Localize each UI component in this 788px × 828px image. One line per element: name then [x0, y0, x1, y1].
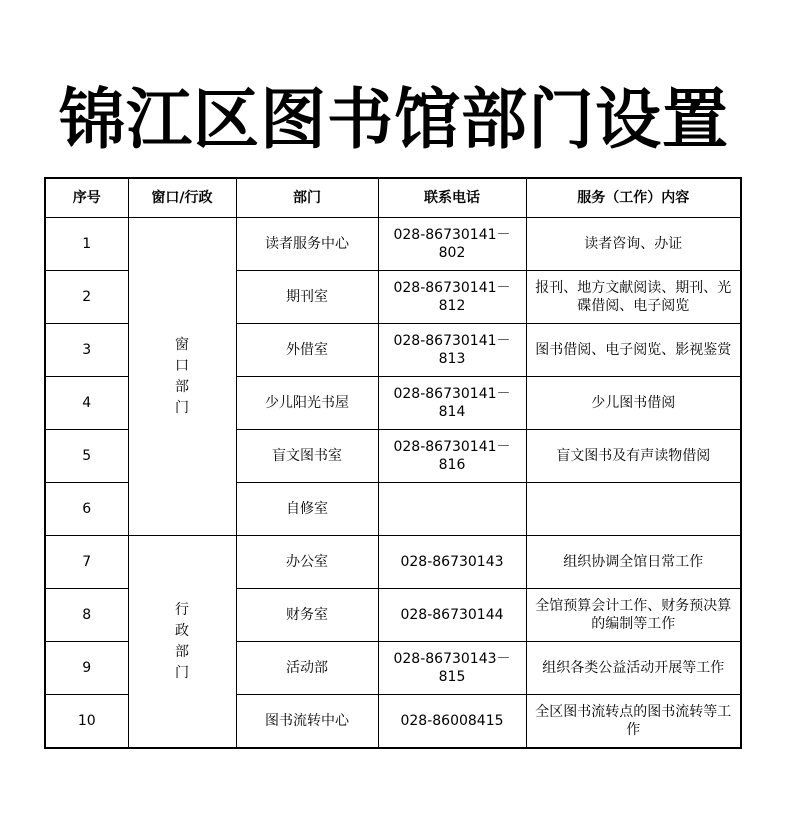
row-content: 组织各类公益活动开展等工作 [526, 642, 741, 695]
row-dept: 活动部 [236, 642, 378, 695]
row-phone: 028-86730141－802 [378, 218, 526, 271]
department-table [44, 177, 742, 749]
group-char: 部 [175, 378, 189, 395]
group-char: 窗 [175, 336, 189, 353]
row-phone [378, 483, 526, 536]
header-dept: 部门 [236, 178, 378, 218]
group-char: 部 [175, 643, 189, 660]
row-content: 全区图书流转点的图书流转等工作 [526, 695, 741, 749]
row-content [526, 483, 741, 536]
row-content: 读者咨询、办证 [526, 218, 741, 271]
group-char: 政 [175, 622, 189, 639]
row-dept: 盲文图书室 [236, 430, 378, 483]
header-phone: 联系电话 [378, 178, 526, 218]
header-row [45, 178, 741, 218]
table-row [45, 218, 741, 271]
row-no: 2 [45, 271, 128, 324]
row-dept: 自修室 [236, 483, 378, 536]
group-char: 门 [175, 399, 189, 416]
row-content: 少儿图书借阅 [526, 377, 741, 430]
row-dept: 办公室 [236, 536, 378, 589]
row-no: 3 [45, 324, 128, 377]
group-char: 门 [175, 664, 189, 681]
row-dept: 期刊室 [236, 271, 378, 324]
row-no: 1 [45, 218, 128, 271]
header-no: 序号 [45, 178, 128, 218]
row-content: 组织协调全馆日常工作 [526, 536, 741, 589]
row-no: 7 [45, 536, 128, 589]
row-no: 10 [45, 695, 128, 749]
row-phone: 028-86730143－815 [378, 642, 526, 695]
row-dept: 外借室 [236, 324, 378, 377]
row-no: 9 [45, 642, 128, 695]
row-phone: 028-86008415 [378, 695, 526, 749]
header-content: 服务（工作）内容 [526, 178, 741, 218]
group-char: 口 [175, 357, 189, 374]
group-window [128, 218, 236, 536]
row-phone: 028-86730144 [378, 589, 526, 642]
row-dept: 财务室 [236, 589, 378, 642]
group-char: 行 [175, 601, 189, 618]
group-admin [128, 536, 236, 749]
row-phone: 028-86730141－812 [378, 271, 526, 324]
table-row [45, 536, 741, 589]
page-title: 锦江区图书馆部门设置 [59, 80, 729, 158]
row-phone: 028-86730141－816 [378, 430, 526, 483]
row-phone: 028-86730143 [378, 536, 526, 589]
row-content: 报刊、地方文献阅读、期刊、光碟借阅、电子阅览 [526, 271, 741, 324]
header-group: 窗口/行政 [128, 178, 236, 218]
row-phone: 028-86730141－814 [378, 377, 526, 430]
row-content: 盲文图书及有声读物借阅 [526, 430, 741, 483]
row-no: 4 [45, 377, 128, 430]
row-content: 全馆预算会计工作、财务预决算的编制等工作 [526, 589, 741, 642]
row-dept: 少儿阳光书屋 [236, 377, 378, 430]
row-content: 图书借阅、电子阅览、影视鉴赏 [526, 324, 741, 377]
row-no: 5 [45, 430, 128, 483]
row-no: 6 [45, 483, 128, 536]
row-no: 8 [45, 589, 128, 642]
row-dept: 读者服务中心 [236, 218, 378, 271]
row-phone: 028-86730141－813 [378, 324, 526, 377]
row-dept: 图书流转中心 [236, 695, 378, 749]
